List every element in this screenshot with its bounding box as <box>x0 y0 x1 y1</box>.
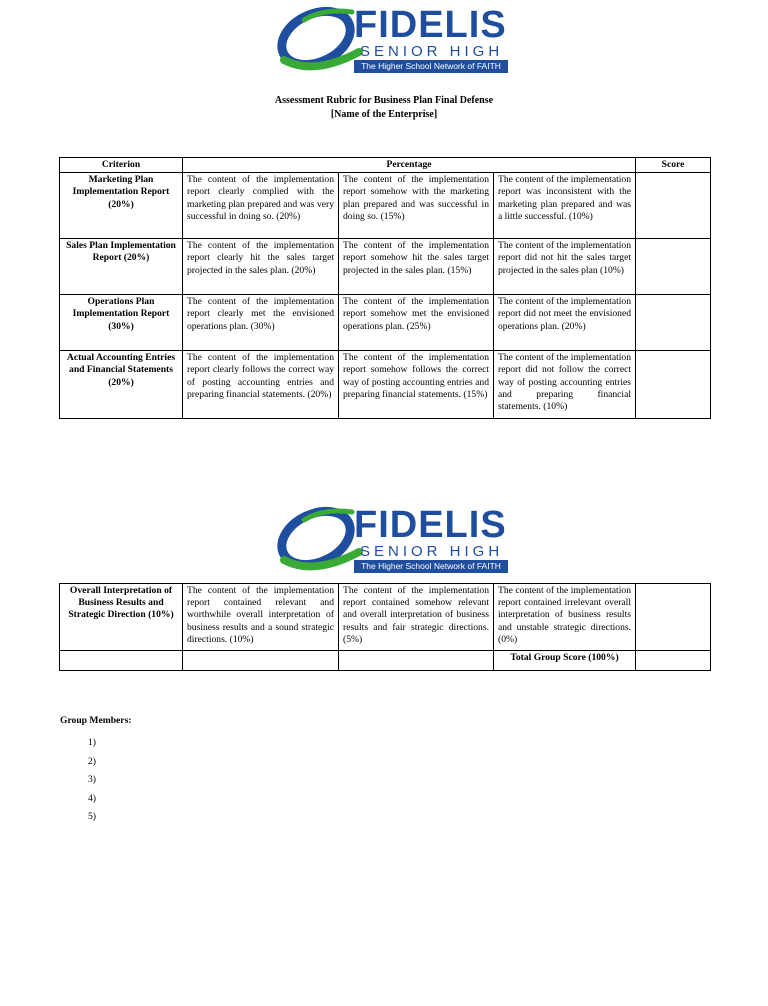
level-cell: The content of the implementation report clearly complied with the marketing plan prepared and was very successful in doing so. (20%) <box>183 173 339 239</box>
criterion-header: Criterion <box>60 158 183 173</box>
level-cell: The content of the implementation report contained somehow relevant and overall interpretation of business results and fair strategic directions. (5%) <box>339 584 494 651</box>
table-row <box>60 173 711 239</box>
criterion-cell: Sales Plan Implementation Report (20%) <box>60 239 183 295</box>
level-cell: The content of the implementation report contained irrelevant overall interpretation of business results and unstable strategic directions. (0%) <box>494 584 636 651</box>
level-cell: The content of the implementation report somehow follows the correct way of posting accounting entries and preparing financial statements. (15%) <box>339 351 494 419</box>
enterprise-name: [Name of the Enterprise] <box>330 109 438 120</box>
score-cell[interactable] <box>636 239 711 295</box>
school-logo <box>274 2 514 77</box>
member-item: 2) <box>88 756 96 767</box>
level-cell: The content of the implementation report was inconsistent with the marketing plan prepared and was a little successful. (10%) <box>494 173 636 239</box>
level-cell: The content of the implementation report clearly hit the sales target projected in the sales plan. (20%) <box>183 239 339 295</box>
total-label: Total Group Score (100%) <box>494 651 636 671</box>
score-header: Score <box>636 158 711 173</box>
member-item: 1) <box>88 737 96 748</box>
percentage-header: Percentage <box>183 158 636 173</box>
logo-name: FIDELIS <box>354 4 507 46</box>
school-logo <box>274 502 514 577</box>
table-row <box>60 584 711 651</box>
header-row <box>60 158 711 173</box>
rubric-table <box>59 157 711 419</box>
level-cell: The content of the implementation report clearly follows the correct way of posting accounting entries and preparing financial statements. (20%) <box>183 351 339 419</box>
score-cell[interactable] <box>636 351 711 419</box>
member-item: 3) <box>88 774 96 785</box>
criterion-cell: Overall Interpretation of Business Results and Strategic Direction (10%) <box>60 584 183 651</box>
logo-tagline: The Higher School Network of FAITH <box>354 60 508 73</box>
rubric-table-continued <box>59 583 711 671</box>
score-cell[interactable] <box>636 295 711 351</box>
criterion-cell: Actual Accounting Entries and Financial Statements (20%) <box>60 351 183 419</box>
total-row <box>60 651 711 671</box>
logo-name: FIDELIS <box>354 504 507 546</box>
level-cell: The content of the implementation report clearly met the envisioned operations plan. (30%) <box>183 295 339 351</box>
logo-subtitle: SENIOR HIGH <box>360 543 504 560</box>
swoosh-icon <box>274 502 364 577</box>
criterion-cell: Operations Plan Implementation Report (30%) <box>60 295 183 351</box>
empty-cell <box>183 651 339 671</box>
level-cell: The content of the implementation report somehow met the envisioned operations plan. (25%) <box>339 295 494 351</box>
level-cell: The content of the implementation report somehow hit the sales target projected in the sales plan. (15%) <box>339 239 494 295</box>
level-cell: The content of the implementation report somehow with the marketing plan prepared and was successful in doing so. (15%) <box>339 173 494 239</box>
table-row <box>60 351 711 419</box>
level-cell: The content of the implementation report did not meet the envisioned operations plan. (20%) <box>494 295 636 351</box>
swoosh-icon <box>274 2 364 77</box>
score-cell[interactable] <box>636 584 711 651</box>
member-item: 4) <box>88 793 96 804</box>
group-members-label: Group Members: <box>60 715 132 726</box>
table-row <box>60 295 711 351</box>
member-item: 5) <box>88 811 96 822</box>
empty-cell <box>60 651 183 671</box>
level-cell: The content of the implementation report did not follow the correct way of posting accounting entries and preparing financial statements. (10%) <box>494 351 636 419</box>
total-score-cell[interactable] <box>636 651 711 671</box>
criterion-cell: Marketing Plan Implementation Report (20%) <box>60 173 183 239</box>
score-cell[interactable] <box>636 173 711 239</box>
logo-tagline: The Higher School Network of FAITH <box>354 560 508 573</box>
logo-subtitle: SENIOR HIGH <box>360 43 504 60</box>
document-title: Assessment Rubric for Business Plan Final Defense <box>274 95 494 106</box>
level-cell: The content of the implementation report contained relevant and worthwhile overall interpretation of business results and a sound strategic directions. (10%) <box>183 584 339 651</box>
level-cell: The content of the implementation report did not hit the sales target projected in the sales plan (10%) <box>494 239 636 295</box>
empty-cell <box>339 651 494 671</box>
table-row <box>60 239 711 295</box>
